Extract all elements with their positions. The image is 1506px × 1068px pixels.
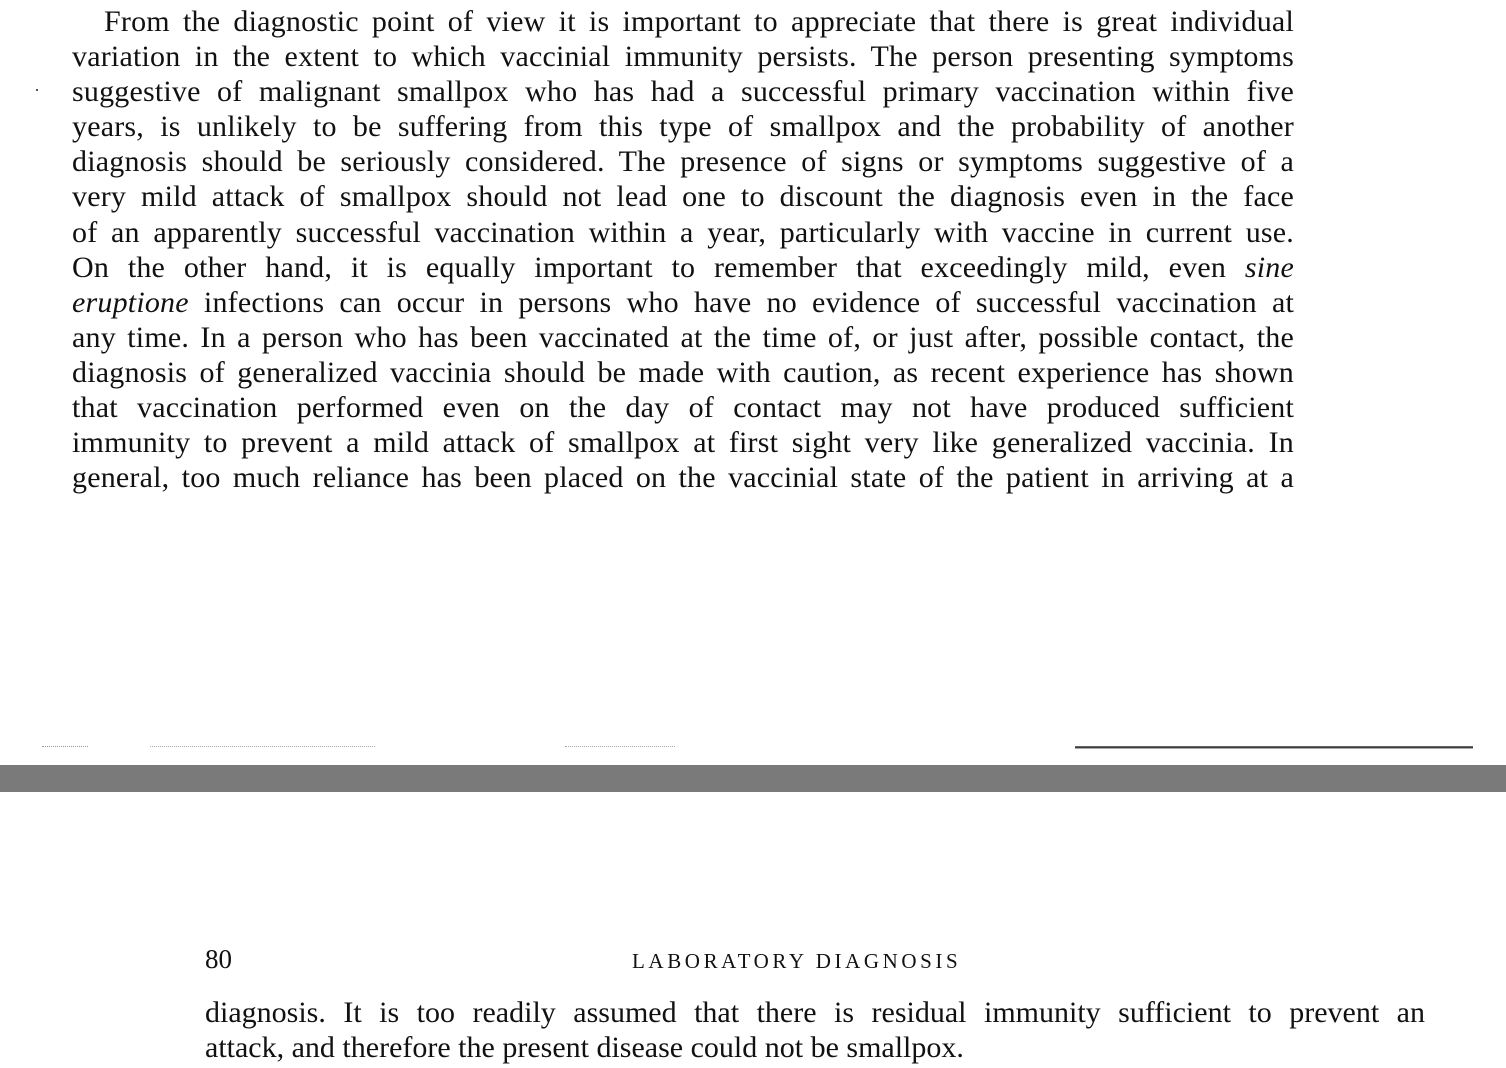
page-separator <box>0 765 1506 792</box>
text-line: diagnosis. It is too readily assumed that there is residual immunity sufficient to prevent an <box>205 996 1425 1029</box>
text-line: diagnosis should be seriously considered. The presence of signs or symptoms suggestive of a <box>72 145 1294 179</box>
text-line <box>72 250 1294 285</box>
scan-artifact <box>150 746 375 750</box>
text-line: of an apparently successful vaccination within a year, particularly with vaccine in current use. <box>72 215 1294 249</box>
text-line: very mild attack of smallpox should not lead one to discount the diagnosis even in the face <box>72 180 1294 214</box>
text-line: immunity to prevent a mild attack of smallpox at first sight very like generalized vaccinia. In <box>72 426 1294 460</box>
scan-artifact <box>565 746 675 750</box>
text-line: suggestive of malignant smallpox who has had a successful primary vaccination within five <box>72 75 1294 109</box>
text-line <box>72 285 1294 320</box>
text-line: that vaccination performed even on the day of contact may not have produced sufficient <box>72 391 1294 425</box>
italic-phrase: eruptione <box>72 285 189 319</box>
text-line: From the diagnostic point of view it is important to appreciate that there is great individual <box>104 5 1294 38</box>
body-paragraph-lower <box>205 995 1425 1065</box>
text-line: attack, and therefore the present disease could not be smallpox. <box>205 1031 964 1064</box>
text-line: variation in the extent to which vaccinial immunity persists. The person presenting symptoms <box>72 40 1294 74</box>
text-line: years, is unlikely to be suffering from this type of smallpox and the probability of another <box>72 110 1294 144</box>
scan-artifact <box>42 746 88 750</box>
text-segment: infections can occur in persons who have no evidence of successful vaccination at <box>203 285 1294 319</box>
text-line: general, too much reliance has been placed on the vaccinial state of the patient in arriving at a <box>72 461 1294 495</box>
italic-phrase: sine <box>1244 250 1294 284</box>
page-number: 80 <box>205 944 232 974</box>
text-line: any time. In a person who has been vaccinated at the time of, or just after, possible contact, the <box>72 320 1294 354</box>
text-segment: On the other hand, it is equally important to remember that exceedingly mild, even <box>72 250 1227 284</box>
lower-page <box>0 792 1506 1068</box>
running-head: LABORATORY DIAGNOSIS <box>632 949 962 973</box>
body-paragraph-upper <box>72 4 1294 495</box>
scan-artifact <box>1075 746 1473 749</box>
scan-speck <box>36 89 38 91</box>
text-line: diagnosis of generalized vaccinia should be made with caution, as recent experience has shown <box>72 355 1294 389</box>
